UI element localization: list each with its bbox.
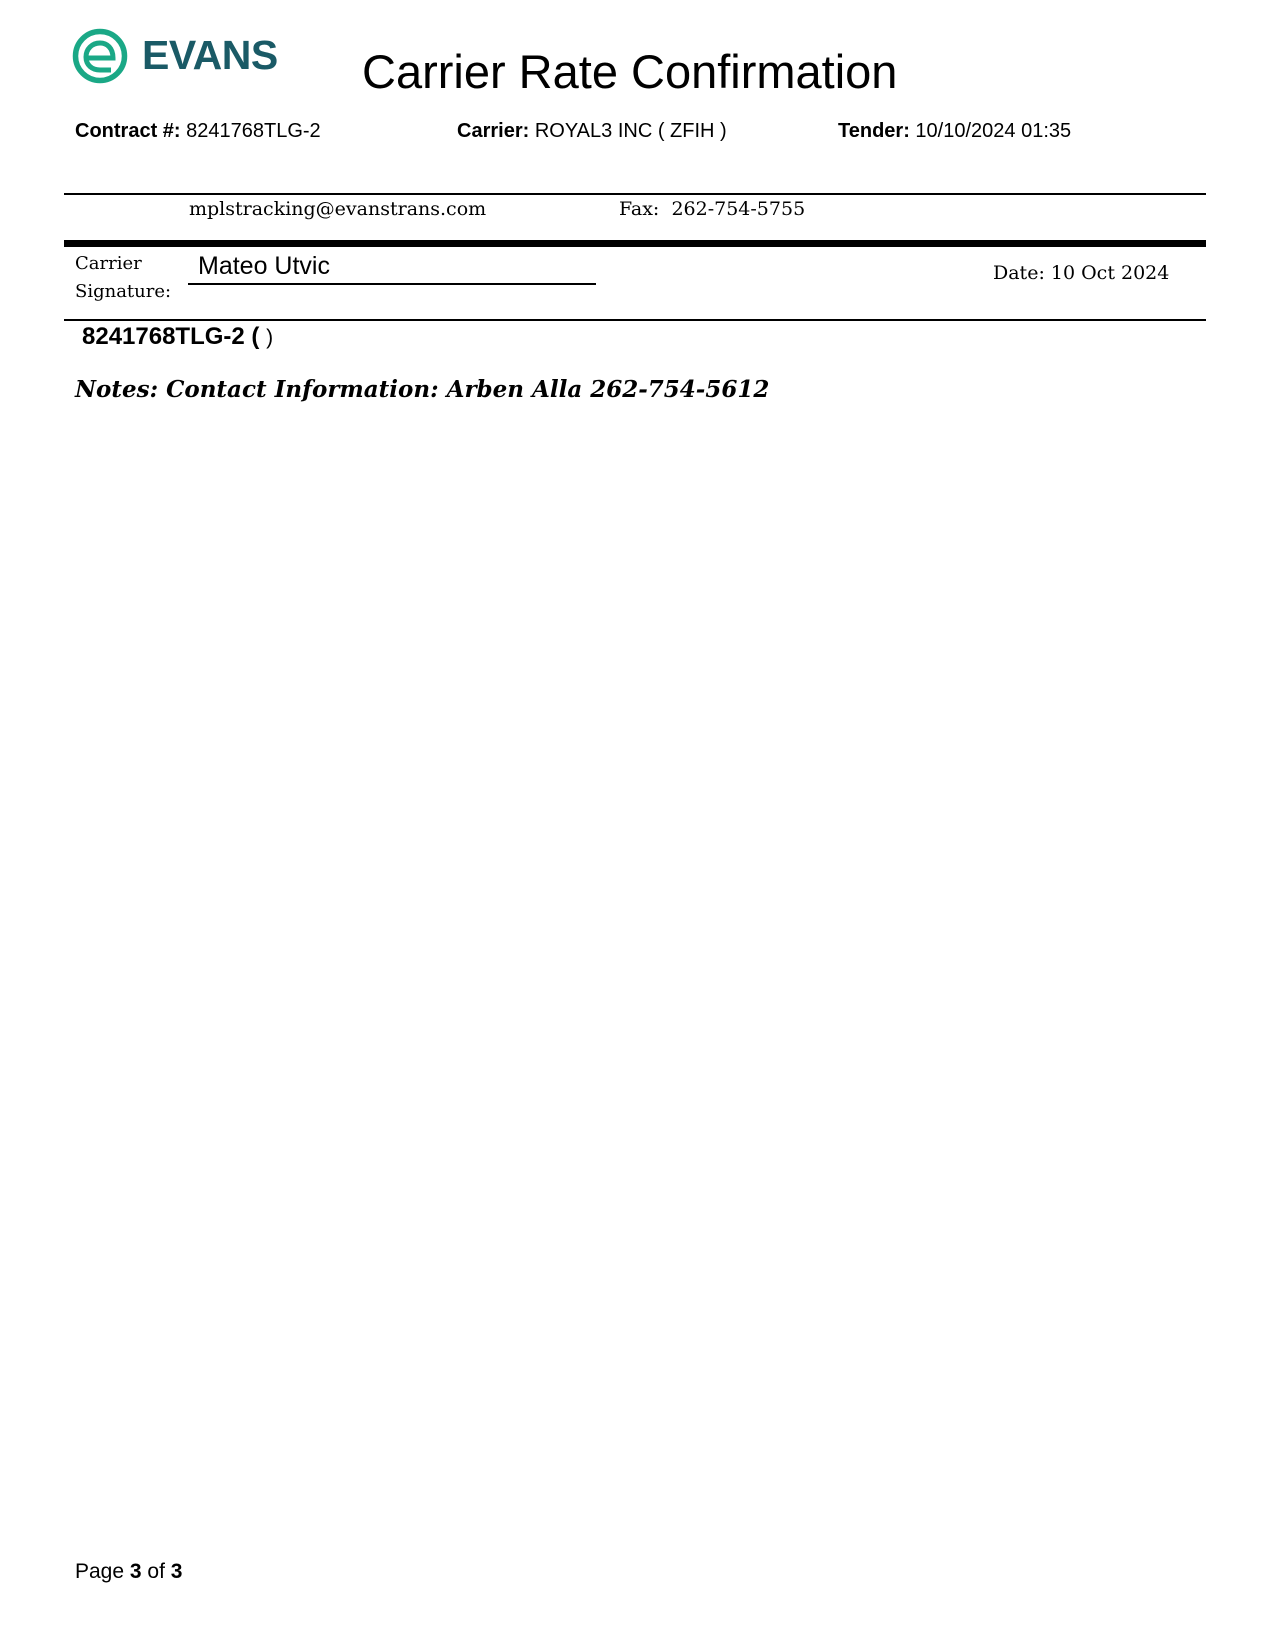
fax-value: 262-754-5755 <box>671 198 806 220</box>
fax-label: Fax: <box>619 198 660 220</box>
signature-line <box>188 283 596 285</box>
contact-fax <box>619 198 805 220</box>
carrier-value: ROYAL3 INC ( ZFIH ) <box>534 120 727 142</box>
page-current: 3 <box>129 1560 142 1583</box>
evans-e-icon <box>72 28 128 84</box>
contact-email: mplstracking@evanstrans.com <box>189 198 487 220</box>
page-title: Carrier Rate Confirmation <box>362 45 898 98</box>
contract-value: 8241768TLG-2 <box>186 120 321 142</box>
carrier-info <box>457 120 727 143</box>
reference-close: ) <box>266 326 274 349</box>
tender-label: Tender: <box>838 120 910 142</box>
reference-number-text: 8241768TLG-2 ( <box>82 323 260 350</box>
tender-value: 10/10/2024 01:35 <box>915 120 1072 142</box>
signature-label-line1: Carrier <box>75 253 142 274</box>
divider-top <box>64 193 1206 195</box>
page-total: 3 <box>170 1560 183 1583</box>
notes: Notes: Contact Information: Arben Alla 262-754-5612 <box>75 376 770 403</box>
divider-thick <box>64 240 1206 247</box>
page-prefix: Page <box>75 1560 125 1583</box>
signature-date: Date: 10 Oct 2024 <box>993 262 1170 284</box>
contract-number <box>75 120 321 143</box>
signature-label <box>75 250 171 306</box>
contract-label: Contract #: <box>75 120 181 142</box>
page-number <box>75 1560 182 1584</box>
reference-number <box>82 323 273 351</box>
carrier-label: Carrier: <box>457 120 530 142</box>
evans-logo <box>72 28 278 86</box>
page-of: of <box>147 1560 165 1583</box>
signature-name: Mateo Utvic <box>198 252 330 280</box>
divider-bottom <box>64 319 1206 321</box>
logo-wordmark: EVANS <box>142 32 278 78</box>
signature-label-line2: Signature: <box>75 281 172 302</box>
tender-info <box>838 120 1071 143</box>
